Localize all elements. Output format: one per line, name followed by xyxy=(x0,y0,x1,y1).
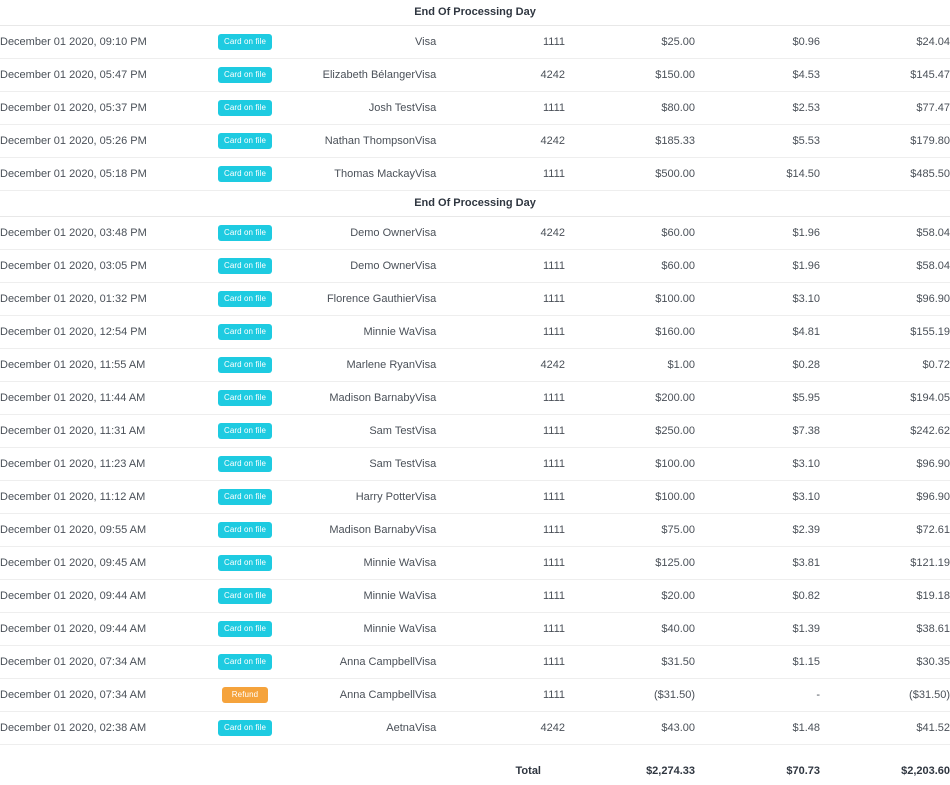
transaction-type-cell xyxy=(200,217,290,250)
card-brand: Visa xyxy=(415,481,475,514)
card-last4: 1111 xyxy=(475,316,565,349)
table-row[interactable] xyxy=(0,217,950,250)
fee-amount: $0.82 xyxy=(695,580,820,613)
transaction-type-cell xyxy=(200,481,290,514)
card-last4: 1111 xyxy=(475,679,565,712)
gross-amount: $20.00 xyxy=(565,580,695,613)
net-amount: $58.04 xyxy=(820,217,950,250)
card-brand: Visa xyxy=(415,448,475,481)
gross-amount: $160.00 xyxy=(565,316,695,349)
card-last4: 1111 xyxy=(475,158,565,191)
transaction-type-cell xyxy=(200,679,290,712)
card-on-file-badge: Card on file xyxy=(218,456,272,472)
gross-amount: $75.00 xyxy=(565,514,695,547)
gross-amount: $150.00 xyxy=(565,59,695,92)
transaction-type-cell xyxy=(200,26,290,59)
customer-name: Minnie Wa xyxy=(290,316,415,349)
customer-name: Josh Test xyxy=(290,92,415,125)
card-brand: Visa xyxy=(415,646,475,679)
net-amount: $121.19 xyxy=(820,547,950,580)
fee-amount: $4.81 xyxy=(695,316,820,349)
card-on-file-badge: Card on file xyxy=(218,489,272,505)
card-on-file-badge: Card on file xyxy=(218,654,272,670)
processing-day-header xyxy=(0,191,950,217)
transaction-date: December 01 2020, 03:05 PM xyxy=(0,250,200,283)
gross-amount: $25.00 xyxy=(565,26,695,59)
card-last4: 1111 xyxy=(475,448,565,481)
transaction-type-cell xyxy=(200,448,290,481)
transaction-type-cell xyxy=(200,712,290,745)
card-on-file-badge: Card on file xyxy=(218,34,272,50)
card-brand: Visa xyxy=(415,125,475,158)
customer-name: Aetna xyxy=(290,712,415,745)
transaction-date: December 01 2020, 12:54 PM xyxy=(0,316,200,349)
processing-day-label: End Of Processing Day xyxy=(0,191,950,217)
fee-amount: $1.15 xyxy=(695,646,820,679)
card-last4: 4242 xyxy=(475,712,565,745)
customer-name: Minnie Wa xyxy=(290,547,415,580)
table-row[interactable] xyxy=(0,250,950,283)
transaction-type-cell xyxy=(200,580,290,613)
card-brand: Visa xyxy=(415,349,475,382)
customer-name: Demo Owner xyxy=(290,250,415,283)
table-row[interactable] xyxy=(0,349,950,382)
net-amount: $485.50 xyxy=(820,158,950,191)
card-brand: Visa xyxy=(415,613,475,646)
customer-name: Harry Potter xyxy=(290,481,415,514)
transaction-date: December 01 2020, 09:44 AM xyxy=(0,580,200,613)
transaction-date: December 01 2020, 01:32 PM xyxy=(0,283,200,316)
card-last4: 4242 xyxy=(475,125,565,158)
transaction-date: December 01 2020, 11:23 AM xyxy=(0,448,200,481)
card-last4: 1111 xyxy=(475,415,565,448)
table-row[interactable] xyxy=(0,283,950,316)
totals-row xyxy=(0,755,950,785)
transaction-date: December 01 2020, 05:26 PM xyxy=(0,125,200,158)
transaction-type-cell xyxy=(200,59,290,92)
customer-name: Demo Owner xyxy=(290,217,415,250)
card-brand: Visa xyxy=(415,59,475,92)
card-last4: 1111 xyxy=(475,250,565,283)
net-amount: $41.52 xyxy=(820,712,950,745)
fee-amount: $5.95 xyxy=(695,382,820,415)
card-brand: Visa xyxy=(415,382,475,415)
transaction-date: December 01 2020, 05:47 PM xyxy=(0,59,200,92)
transaction-date: December 01 2020, 11:12 AM xyxy=(0,481,200,514)
card-on-file-badge: Card on file xyxy=(218,621,272,637)
table-row[interactable] xyxy=(0,712,950,745)
card-on-file-badge: Card on file xyxy=(218,258,272,274)
transaction-date: December 01 2020, 07:34 AM xyxy=(0,679,200,712)
net-amount: $155.19 xyxy=(820,316,950,349)
card-on-file-badge: Card on file xyxy=(218,166,272,182)
transaction-date: December 01 2020, 09:44 AM xyxy=(0,613,200,646)
transaction-date: December 01 2020, 07:34 AM xyxy=(0,646,200,679)
card-on-file-badge: Card on file xyxy=(218,390,272,406)
customer-name: Madison Barnaby xyxy=(290,382,415,415)
card-brand: Visa xyxy=(415,92,475,125)
transaction-type-cell xyxy=(200,547,290,580)
table-row[interactable] xyxy=(0,547,950,580)
card-last4: 1111 xyxy=(475,26,565,59)
customer-name: Thomas Mackay xyxy=(290,158,415,191)
fee-amount: $1.96 xyxy=(695,217,820,250)
gross-amount: $60.00 xyxy=(565,250,695,283)
transaction-type-cell xyxy=(200,316,290,349)
fee-amount: $14.50 xyxy=(695,158,820,191)
gross-amount: $200.00 xyxy=(565,382,695,415)
transaction-date: December 01 2020, 09:45 AM xyxy=(0,547,200,580)
transaction-date: December 01 2020, 09:55 AM xyxy=(0,514,200,547)
customer-name: Florence Gauthier xyxy=(290,283,415,316)
fee-amount: - xyxy=(695,679,820,712)
table-row[interactable] xyxy=(0,125,950,158)
card-on-file-badge: Card on file xyxy=(218,67,272,83)
fee-amount: $3.10 xyxy=(695,448,820,481)
total-gross: $2,274.33 xyxy=(646,765,695,777)
fee-amount: $3.10 xyxy=(695,283,820,316)
gross-amount: $125.00 xyxy=(565,547,695,580)
net-amount: ($31.50) xyxy=(820,679,950,712)
fee-amount: $4.53 xyxy=(695,59,820,92)
customer-name: Minnie Wa xyxy=(290,613,415,646)
card-brand: Visa xyxy=(415,250,475,283)
card-brand: Visa xyxy=(415,415,475,448)
net-amount: $179.80 xyxy=(820,125,950,158)
gross-amount: $80.00 xyxy=(565,92,695,125)
fee-amount: $0.96 xyxy=(695,26,820,59)
transaction-type-cell xyxy=(200,125,290,158)
total-label: Total xyxy=(515,765,541,777)
gross-amount: $31.50 xyxy=(565,646,695,679)
gross-amount: $100.00 xyxy=(565,448,695,481)
transaction-type-cell xyxy=(200,158,290,191)
card-last4: 1111 xyxy=(475,613,565,646)
net-amount: $58.04 xyxy=(820,250,950,283)
table-row[interactable] xyxy=(0,514,950,547)
total-net: $2,203.60 xyxy=(901,765,950,777)
fee-amount: $7.38 xyxy=(695,415,820,448)
net-amount: $72.61 xyxy=(820,514,950,547)
transaction-type-cell xyxy=(200,514,290,547)
gross-amount: $1.00 xyxy=(565,349,695,382)
processing-day-label: End Of Processing Day xyxy=(0,0,950,26)
fee-amount: $2.39 xyxy=(695,514,820,547)
net-amount: $96.90 xyxy=(820,481,950,514)
transaction-type-cell xyxy=(200,250,290,283)
net-amount: $19.18 xyxy=(820,580,950,613)
fee-amount: $1.39 xyxy=(695,613,820,646)
table-row[interactable] xyxy=(0,158,950,191)
gross-amount: $43.00 xyxy=(565,712,695,745)
card-last4: 4242 xyxy=(475,59,565,92)
transaction-date: December 01 2020, 03:48 PM xyxy=(0,217,200,250)
table-row[interactable] xyxy=(0,481,950,514)
card-brand: Visa xyxy=(415,712,475,745)
net-amount: $145.47 xyxy=(820,59,950,92)
net-amount: $38.61 xyxy=(820,613,950,646)
table-spacer xyxy=(0,745,950,756)
customer-name xyxy=(290,26,415,59)
card-on-file-badge: Card on file xyxy=(218,291,272,307)
customer-name: Nathan Thompson xyxy=(290,125,415,158)
gross-amount: ($31.50) xyxy=(565,679,695,712)
gross-amount: $500.00 xyxy=(565,158,695,191)
table-row[interactable] xyxy=(0,92,950,125)
card-last4: 1111 xyxy=(475,514,565,547)
transaction-date: December 01 2020, 11:31 AM xyxy=(0,415,200,448)
card-brand: Visa xyxy=(415,26,475,59)
gross-amount: $250.00 xyxy=(565,415,695,448)
net-amount: $96.90 xyxy=(820,448,950,481)
card-on-file-badge: Card on file xyxy=(218,133,272,149)
card-on-file-badge: Card on file xyxy=(218,555,272,571)
card-last4: 1111 xyxy=(475,283,565,316)
transaction-type-cell xyxy=(200,349,290,382)
card-on-file-badge: Card on file xyxy=(218,423,272,439)
card-brand: Visa xyxy=(415,217,475,250)
table-row[interactable] xyxy=(0,316,950,349)
customer-name: Anna Campbell xyxy=(290,646,415,679)
fee-amount: $3.81 xyxy=(695,547,820,580)
card-on-file-badge: Card on file xyxy=(218,100,272,116)
gross-amount: $60.00 xyxy=(565,217,695,250)
card-on-file-badge: Card on file xyxy=(218,324,272,340)
transaction-date: December 01 2020, 09:10 PM xyxy=(0,26,200,59)
customer-name: Marlene Ryan xyxy=(290,349,415,382)
net-amount: $30.35 xyxy=(820,646,950,679)
fee-amount: $2.53 xyxy=(695,92,820,125)
card-last4: 1111 xyxy=(475,646,565,679)
refund-badge: Refund xyxy=(222,687,268,703)
card-on-file-badge: Card on file xyxy=(218,522,272,538)
transaction-type-cell xyxy=(200,92,290,125)
gross-amount: $185.33 xyxy=(565,125,695,158)
transaction-type-cell xyxy=(200,613,290,646)
net-amount: $24.04 xyxy=(820,26,950,59)
card-brand: Visa xyxy=(415,547,475,580)
transaction-type-cell xyxy=(200,646,290,679)
fee-amount: $5.53 xyxy=(695,125,820,158)
fee-amount: $3.10 xyxy=(695,481,820,514)
card-last4: 4242 xyxy=(475,349,565,382)
net-amount: $242.62 xyxy=(820,415,950,448)
net-amount: $96.90 xyxy=(820,283,950,316)
table-row[interactable] xyxy=(0,415,950,448)
table-row[interactable] xyxy=(0,613,950,646)
transaction-date: December 01 2020, 05:18 PM xyxy=(0,158,200,191)
gross-amount: $100.00 xyxy=(565,283,695,316)
transaction-date: December 01 2020, 11:55 AM xyxy=(0,349,200,382)
net-amount: $0.72 xyxy=(820,349,950,382)
card-on-file-badge: Card on file xyxy=(218,588,272,604)
transaction-date: December 01 2020, 05:37 PM xyxy=(0,92,200,125)
fee-amount: $0.28 xyxy=(695,349,820,382)
card-brand: Visa xyxy=(415,316,475,349)
transaction-type-cell xyxy=(200,415,290,448)
card-brand: Visa xyxy=(415,514,475,547)
card-last4: 1111 xyxy=(475,92,565,125)
card-brand: Visa xyxy=(415,679,475,712)
customer-name: Anna Campbell xyxy=(290,679,415,712)
customer-name: Elizabeth Bélanger xyxy=(290,59,415,92)
table-row[interactable] xyxy=(0,580,950,613)
transaction-type-cell xyxy=(200,382,290,415)
net-amount: $77.47 xyxy=(820,92,950,125)
transaction-date: December 01 2020, 02:38 AM xyxy=(0,712,200,745)
card-on-file-badge: Card on file xyxy=(218,720,272,736)
card-last4: 1111 xyxy=(475,382,565,415)
gross-amount: $100.00 xyxy=(565,481,695,514)
customer-name: Sam Test xyxy=(290,415,415,448)
fee-amount: $1.96 xyxy=(695,250,820,283)
transaction-date: December 01 2020, 11:44 AM xyxy=(0,382,200,415)
card-brand: Visa xyxy=(415,283,475,316)
processing-day-header xyxy=(0,0,950,26)
table-row[interactable] xyxy=(0,59,950,92)
customer-name: Madison Barnaby xyxy=(290,514,415,547)
card-last4: 1111 xyxy=(475,481,565,514)
table-row[interactable] xyxy=(0,382,950,415)
fee-amount: $1.48 xyxy=(695,712,820,745)
card-brand: Visa xyxy=(415,158,475,191)
card-last4: 4242 xyxy=(475,217,565,250)
table-row[interactable] xyxy=(0,26,950,59)
customer-name: Minnie Wa xyxy=(290,580,415,613)
card-brand: Visa xyxy=(415,580,475,613)
customer-name: Sam Test xyxy=(290,448,415,481)
card-last4: 1111 xyxy=(475,580,565,613)
table-row[interactable] xyxy=(0,679,950,712)
gross-amount: $40.00 xyxy=(565,613,695,646)
card-on-file-badge: Card on file xyxy=(218,225,272,241)
card-on-file-badge: Card on file xyxy=(218,357,272,373)
table-row[interactable] xyxy=(0,646,950,679)
card-last4: 1111 xyxy=(475,547,565,580)
total-fee: $70.73 xyxy=(786,765,820,777)
net-amount: $194.05 xyxy=(820,382,950,415)
table-row[interactable] xyxy=(0,448,950,481)
transaction-type-cell xyxy=(200,283,290,316)
